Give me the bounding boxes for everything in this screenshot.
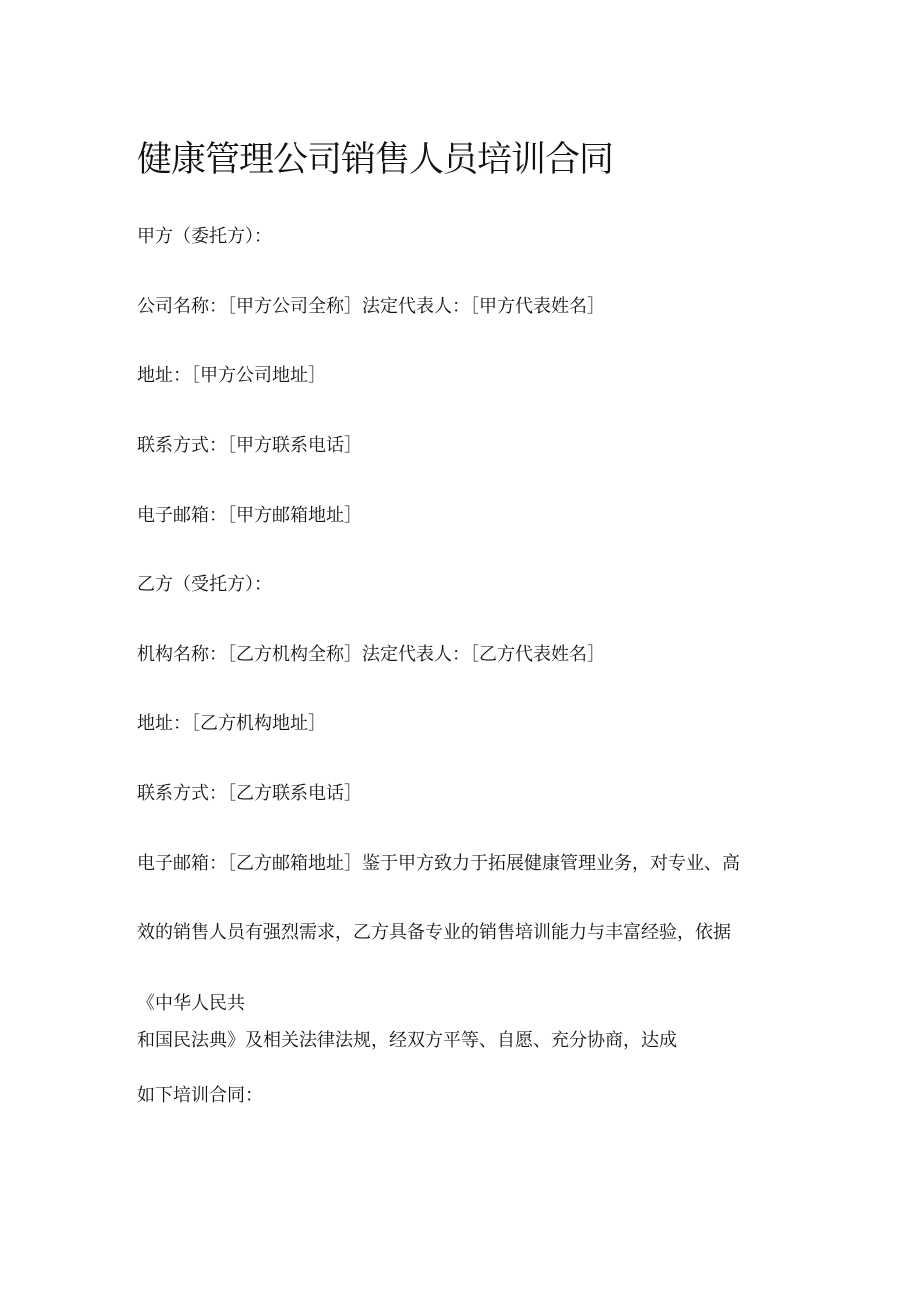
party-b-name-line: 机构名称：［乙方机构全称］法定代表人：［乙方代表姓名］ xyxy=(137,644,605,665)
preamble-line: 《中华人民共 xyxy=(137,993,245,1014)
preamble-line: 电子邮箱：［乙方邮箱地址］鉴于甲方致力于拓展健康管理业务，对专业、高 xyxy=(137,853,740,874)
document-title: 健康管理公司销售人员培训合同 xyxy=(137,140,614,180)
party-a-contact-line: 联系方式：［甲方联系电话］ xyxy=(137,435,362,456)
preamble-line: 如下培训合同： xyxy=(137,1085,263,1106)
preamble-line: 和国民法典》及相关法律法规，经双方平等、自愿、充分协商，达成 xyxy=(137,1030,677,1051)
party-a-email-line: 电子邮箱：［甲方邮箱地址］ xyxy=(137,505,362,526)
party-a-address-line: 地址：［甲方公司地址］ xyxy=(137,365,326,386)
party-b-heading: 乙方（受托方）： xyxy=(137,574,272,595)
party-a-heading: 甲方（委托方）： xyxy=(137,226,272,247)
party-b-contact-line: 联系方式：［乙方联系电话］ xyxy=(137,783,362,804)
party-b-address-line: 地址：［乙方机构地址］ xyxy=(137,713,326,734)
preamble-line: 效的销售人员有强烈需求，乙方具备专业的销售培训能力与丰富经验，依据 xyxy=(137,922,731,943)
party-a-name-line: 公司名称：［甲方公司全称］法定代表人：［甲方代表姓名］ xyxy=(137,296,605,317)
